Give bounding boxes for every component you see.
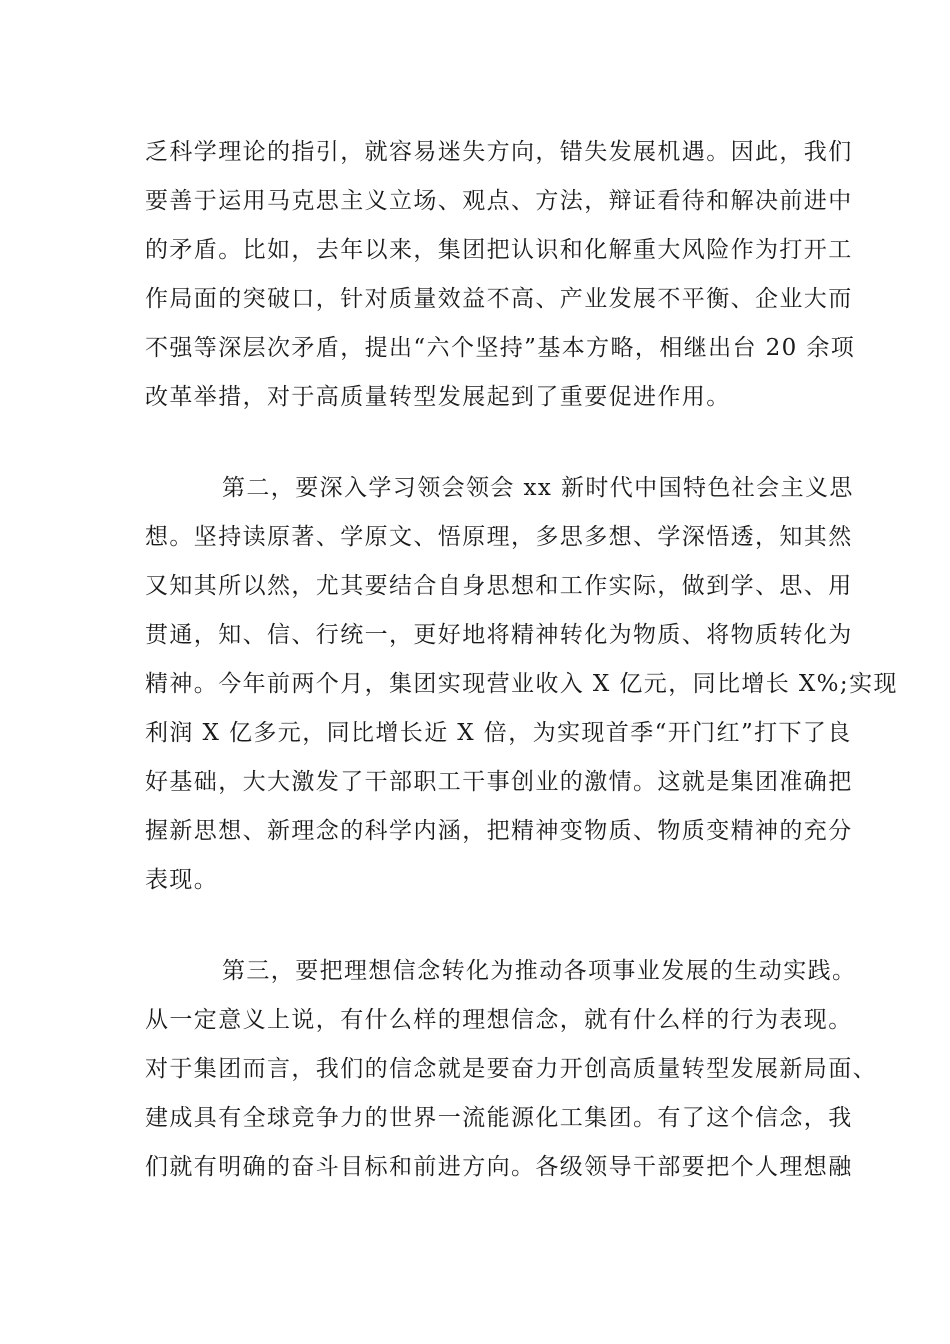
- text-line: 表现。: [145, 867, 219, 893]
- text-line: 第二，要深入学习领会领会 xx 新时代中国特色社会主义思: [222, 475, 854, 501]
- text-line: 利润 X 亿多元，同比增长近 X 倍，为实现首季“开门红”打下了良: [145, 720, 852, 746]
- text-line: 从一定意义上说，有什么样的理想信念，就有什么样的行为表现。: [145, 1007, 853, 1033]
- text-line: 又知其所以然，尤其要结合自身思想和工作实际，做到学、思、用: [145, 573, 853, 599]
- text-line: 建成具有全球竞争力的世界一流能源化工集团。有了这个信念，我: [145, 1105, 853, 1131]
- text-line: 第三，要把理想信念转化为推动各项事业发展的生动实践。: [222, 958, 857, 984]
- text-line: 不强等深层次矛盾，提出“六个坚持”基本方略，相继出台 20 余项: [145, 335, 856, 361]
- text-line: 要善于运用马克思主义立场、观点、方法，辩证看待和解决前进中: [145, 188, 853, 214]
- text-line: 乏科学理论的指引，就容易迷失方向，错失发展机遇。因此，我们: [145, 139, 853, 165]
- text-line: 对于集团而言，我们的信念就是要奋力开创高质量转型发展新局面、: [145, 1056, 877, 1082]
- text-line: 改革举措，对于高质量转型发展起到了重要促进作用。: [145, 384, 731, 410]
- text-line: 的矛盾。比如，去年以来，集团把认识和化解重大风险作为打开工: [145, 237, 853, 263]
- text-line: 作局面的突破口，针对质量效益不高、产业发展不平衡、企业大而: [145, 286, 853, 312]
- text-line: 握新思想、新理念的科学内涵，把精神变物质、物质变精神的充分: [145, 818, 853, 844]
- text-line: 想。坚持读原著、学原文、悟原理，多思多想、学深悟透，知其然: [145, 524, 853, 550]
- text-line: 贯通，知、信、行统一，更好地将精神转化为物质、将物质转化为: [145, 622, 853, 648]
- text-line: 精神。今年前两个月，集团实现营业收入 X 亿元，同比增长 X%;实现: [145, 671, 898, 697]
- text-line: 好基础，大大激发了干部职工干事创业的激情。这就是集团准确把: [145, 769, 853, 795]
- text-line: 们就有明确的奋斗目标和前进方向。各级领导干部要把个人理想融: [145, 1154, 853, 1180]
